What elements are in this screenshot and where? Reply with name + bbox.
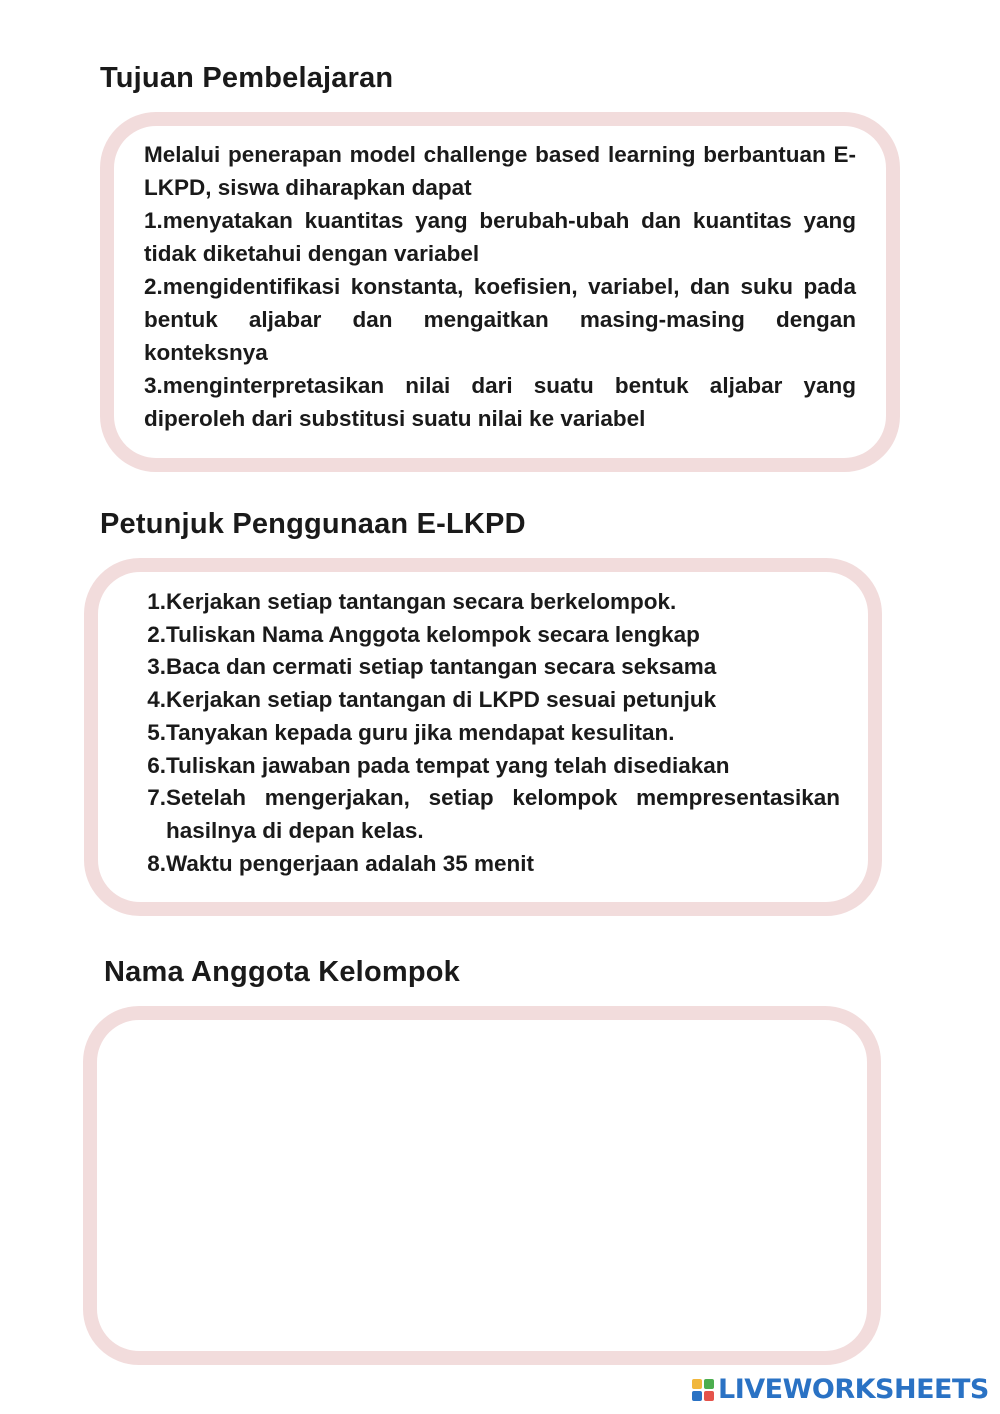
- petunjuk-step: [136, 619, 840, 652]
- step-text: Tuliskan jawaban pada tempat yang telah disediakan: [166, 752, 730, 778]
- step-text: Tuliskan Nama Anggota kelompok secara lengkap: [166, 621, 700, 647]
- anggota-heading: Nama Anggota Kelompok: [104, 956, 460, 988]
- liveworksheets-logo: [692, 1374, 989, 1405]
- step-number: 2.: [147, 621, 166, 647]
- tujuan-heading: Tujuan Pembelajaran: [100, 62, 394, 94]
- liveworksheets-wordmark: LIVEWORKSHEETS: [718, 1374, 989, 1405]
- tujuan-item-2: 2.mengidentifikasi konstanta, koefisien, variabel, dan suku pada bentuk aljabar dan mengaitkan masing-masing dengan konteksnya: [144, 274, 856, 365]
- logo-square-4: [704, 1391, 714, 1401]
- step-text: Waktu pengerjaan adalah 35 menit: [166, 850, 535, 876]
- step-number: 6.: [147, 752, 166, 778]
- tujuan-intro: Melalui penerapan model challenge based learning berbantuan E-LKPD, siswa diharapkan dapat: [144, 142, 856, 200]
- petunjuk-step: [136, 782, 840, 847]
- petunjuk-heading: Petunjuk Penggunaan E-LKPD: [100, 508, 526, 540]
- petunjuk-list: [136, 586, 840, 880]
- liveworksheets-icon: [692, 1379, 714, 1401]
- petunjuk-step: [136, 717, 840, 750]
- step-number: 7.: [147, 785, 166, 811]
- logo-square-3: [692, 1391, 702, 1401]
- logo-square-1: [692, 1379, 702, 1389]
- step-number: 4.: [147, 687, 166, 713]
- petunjuk-step: [136, 651, 840, 684]
- petunjuk-step: [136, 684, 840, 717]
- step-number: 8.: [147, 850, 166, 876]
- step-number: 5.: [147, 719, 166, 745]
- step-number: 3.: [147, 654, 166, 680]
- tujuan-content: [144, 138, 856, 435]
- step-text: Kerjakan setiap tantangan di LKPD sesuai petunjuk: [166, 687, 717, 713]
- petunjuk-step: [136, 586, 840, 619]
- petunjuk-step: [136, 750, 840, 783]
- logo-square-2: [704, 1379, 714, 1389]
- anggota-answer-box[interactable]: [83, 1006, 881, 1365]
- tujuan-item-3: 3.menginterpretasikan nilai dari suatu bentuk aljabar yang diperoleh dari substitusi suatu nilai ke variabel: [144, 373, 856, 431]
- step-text: Tanyakan kepada guru jika mendapat kesulitan.: [166, 719, 675, 745]
- step-text: Setelah mengerjakan, setiap kelompok mempresentasikan hasilnya di depan kelas.: [166, 785, 840, 843]
- step-text: Baca dan cermati setiap tantangan secara seksama: [166, 654, 717, 680]
- step-number: 1.: [147, 589, 166, 614]
- petunjuk-step: [136, 848, 840, 881]
- step-text: Kerjakan setiap tantangan secara berkelompok.: [166, 589, 677, 614]
- tujuan-item-1: 1.menyatakan kuantitas yang berubah-ubah dan kuantitas yang tidak diketahui dengan variabel: [144, 208, 856, 266]
